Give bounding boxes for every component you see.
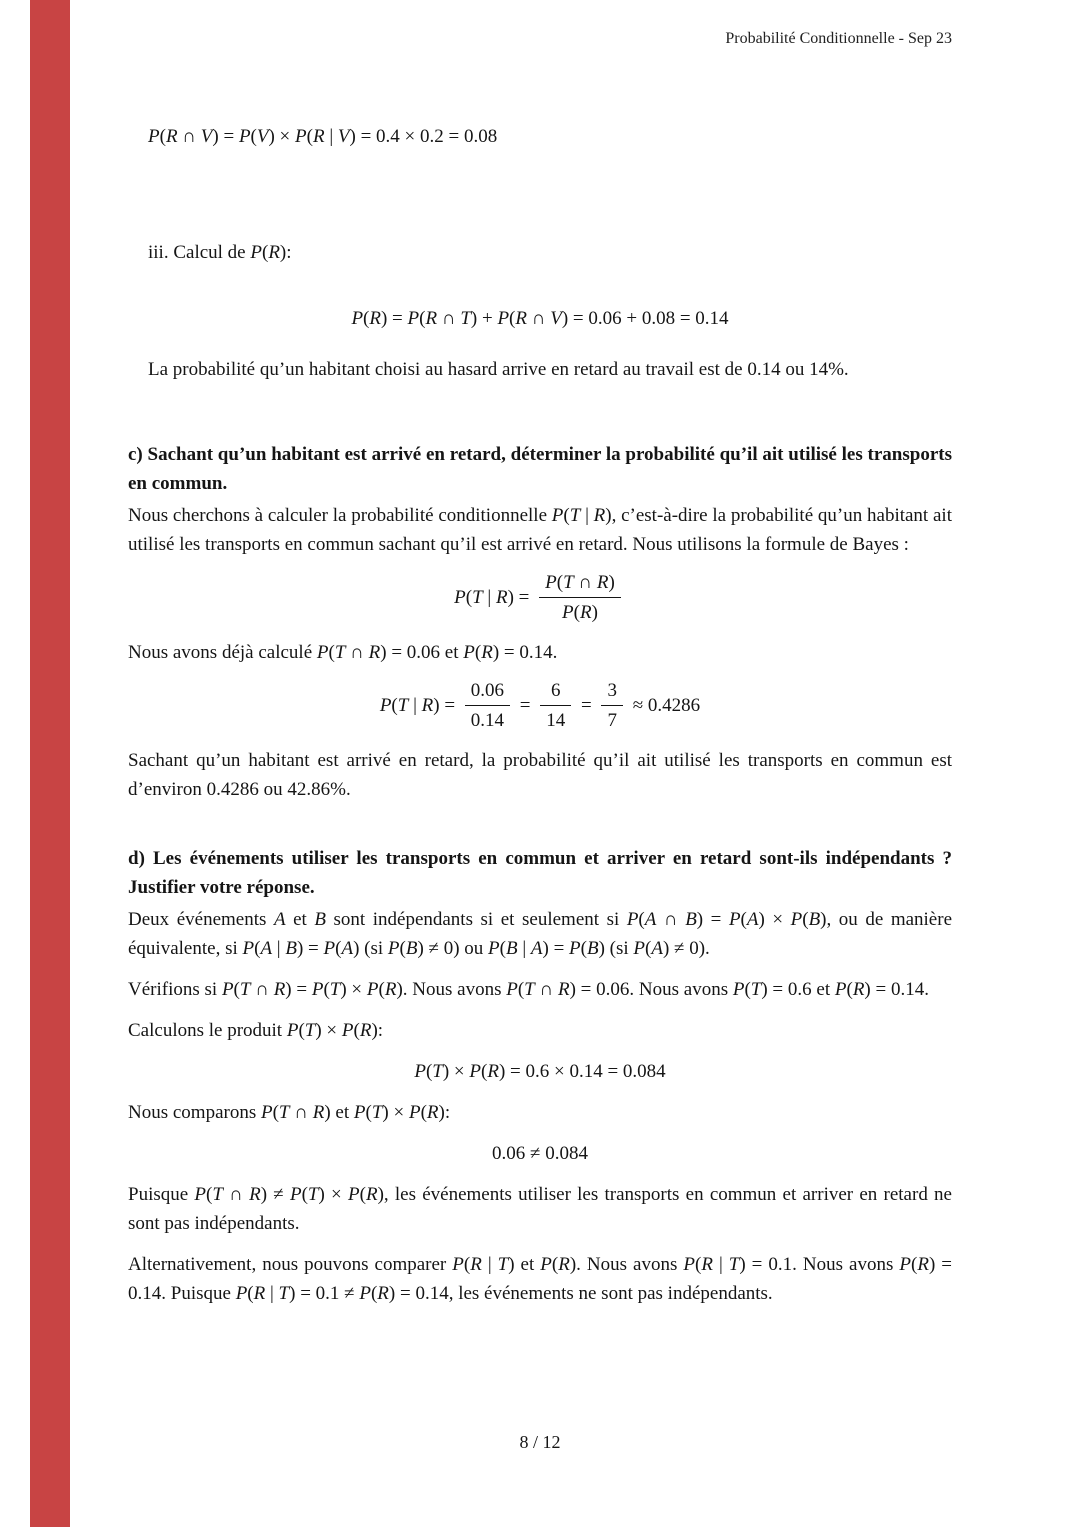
text-run: . Puisque bbox=[161, 1283, 236, 1305]
math-run: P(T) = 0.6 bbox=[732, 979, 812, 1001]
para-verification bbox=[128, 975, 952, 1004]
para-bayes-intro bbox=[128, 501, 952, 559]
text-run: Vérifions si bbox=[128, 979, 222, 1001]
text-run: . bbox=[552, 642, 558, 664]
heading-question-c: c) Sachant qu’un habitant est arrivé en retard, déterminer la probabilité qu’il ait utilisé les transports en commun. bbox=[128, 444, 952, 495]
formula-pr-total bbox=[128, 303, 952, 333]
text-run: . Nous avons bbox=[629, 979, 733, 1001]
math-run: P(T ∩ R) bbox=[260, 1102, 331, 1124]
text-run: et bbox=[440, 642, 464, 664]
heading-question-d: d) Les événements utiliser les transports en commun et arriver en retard sont-ils indépendants ? Justifier votre réponse. bbox=[128, 848, 952, 899]
fraction bbox=[465, 677, 510, 734]
math-run: P(R) = P(R ∩ T) + P(R ∩ V) = 0.06 + 0.08 = 0.14 bbox=[351, 308, 729, 330]
math-run: 0.4286 bbox=[206, 779, 259, 801]
text-run: (si bbox=[604, 938, 634, 960]
text-run: et bbox=[514, 1254, 541, 1276]
math-run: P(R) bbox=[540, 1254, 577, 1276]
math-run: P(T ∩ R) ≠ P(T) × P(R) bbox=[194, 1184, 384, 1206]
math-run: P(R) = 0.14 bbox=[834, 979, 925, 1001]
para-independence-definition bbox=[128, 905, 952, 963]
text-run: sont indépendants si et seulement si bbox=[325, 909, 627, 931]
text-run: . Nous avons bbox=[792, 1254, 900, 1276]
math-run: P(R | T) bbox=[452, 1254, 515, 1276]
para-conclusion-d bbox=[128, 1180, 952, 1238]
fraction-denominator: 7 bbox=[607, 710, 617, 732]
left-stripe bbox=[30, 0, 70, 1527]
text-run: , les événements ne sont pas indépendants. bbox=[448, 1283, 773, 1305]
text-run: Nous comparons bbox=[128, 1102, 261, 1124]
math-run: = bbox=[576, 695, 597, 717]
formula-comparison bbox=[128, 1138, 952, 1168]
text-run: Nous avons déjà calculé bbox=[128, 642, 317, 664]
fraction-numerator: P(T ∩ R) bbox=[539, 569, 621, 598]
para-comparison-intro bbox=[128, 1098, 952, 1127]
math-run: P(R) = 0.14 bbox=[463, 642, 553, 664]
formula-prv bbox=[128, 122, 952, 151]
math-run: P(A ∩ B) = P(A) × P(B) bbox=[626, 909, 827, 931]
text-run: . Nous avons bbox=[402, 979, 507, 1001]
text-run: et bbox=[330, 1102, 354, 1124]
text-run: : bbox=[286, 242, 292, 263]
fraction bbox=[539, 569, 621, 626]
page-number: 8 / 12 bbox=[519, 1432, 561, 1452]
math-run: P(A) ≠ 0 bbox=[633, 938, 699, 960]
math-run: P(T) × P(R) = 0.6 × 0.14 = 0.084 bbox=[414, 1061, 666, 1083]
text-run: . bbox=[843, 359, 849, 381]
fraction bbox=[601, 677, 623, 734]
text-run: ou bbox=[780, 359, 810, 381]
math-run: P(T | R) = bbox=[379, 695, 460, 717]
math-run: P(A | B) = P(A) bbox=[242, 938, 360, 960]
text-run: . bbox=[345, 779, 351, 801]
math-run: A bbox=[273, 909, 286, 931]
math-run: ≈ 0.4286 bbox=[627, 695, 701, 717]
math-run: 0.06 ≠ 0.084 bbox=[492, 1143, 588, 1165]
text-run: . Nous avons bbox=[576, 1254, 684, 1276]
math-run: P(T | R) bbox=[551, 505, 612, 527]
para-product-intro bbox=[128, 1016, 952, 1045]
math-run: P(R ∩ V) = P(V) × P(R | V) = 0.4 × 0.2 = 0.08 bbox=[148, 126, 498, 147]
fraction-numerator: 6 bbox=[540, 677, 571, 706]
text-run: Alternativement, nous pouvons comparer bbox=[128, 1254, 453, 1276]
text-run: Nous cherchons à calculer la probabilité conditionnelle bbox=[128, 505, 552, 527]
formula-product bbox=[128, 1056, 952, 1086]
math-run: P(T ∩ R) = 0.06 bbox=[506, 979, 630, 1001]
math-run: P(R) bbox=[250, 242, 287, 263]
math-run: B bbox=[314, 909, 326, 931]
text-run: , les événements utiliser les transports en commun et arriver en retard ne sont pas indépendants. bbox=[128, 1184, 952, 1235]
fraction-denominator: 0.14 bbox=[470, 710, 505, 732]
para-known-values bbox=[128, 638, 952, 667]
fraction-denominator: 14 bbox=[546, 710, 566, 732]
text-run: . bbox=[924, 979, 929, 1001]
page-footer bbox=[0, 1432, 1080, 1453]
fraction bbox=[540, 677, 571, 734]
formula-bayes bbox=[128, 569, 952, 626]
text-run: et bbox=[285, 909, 315, 931]
math-run: = bbox=[515, 695, 536, 717]
text-run: ) ou bbox=[453, 938, 489, 960]
math-run: P(T) × P(R) bbox=[286, 1020, 378, 1042]
text-run: , c’est-à-dire la probabilité qu’un habitant ait utilisé les transports en commun sachant qu’il est arrivé en retard. Nous utilisons la formule de Bayes : bbox=[128, 505, 952, 556]
text-run: ). bbox=[698, 938, 710, 960]
math-run: P(T ∩ R) = 0.06 bbox=[316, 642, 441, 664]
formula-ptr-calculation bbox=[128, 677, 952, 734]
math-run: P(R | T) = 0.1 ≠ P(R) = 0.14 bbox=[235, 1283, 449, 1305]
fraction-denominator: P(R) bbox=[562, 602, 598, 624]
math-run: P(R | T) = 0.1 bbox=[683, 1254, 793, 1276]
text-run: : bbox=[444, 1102, 451, 1124]
math-run: 0.14 bbox=[747, 359, 781, 381]
math-run: 42.86% bbox=[287, 779, 346, 801]
text-run: et bbox=[811, 979, 835, 1001]
text-run: ou bbox=[258, 779, 288, 801]
para-conclusion-c bbox=[128, 746, 952, 804]
math-run: 14% bbox=[809, 359, 844, 381]
math-run: P(T ∩ R) = P(T) × P(R) bbox=[221, 979, 403, 1001]
list-item-iii bbox=[128, 238, 952, 267]
text-run: (si bbox=[359, 938, 388, 960]
text-run: Sachant qu’un habitant est arrivé en retard, la probabilité qu’il ait utilisé les transports en commun est d’environ bbox=[128, 750, 952, 801]
math-run: P(T) × P(R) bbox=[353, 1102, 445, 1124]
para-pr-conclusion bbox=[128, 355, 952, 384]
fraction-numerator: 3 bbox=[601, 677, 623, 706]
fraction-numerator: 0.06 bbox=[465, 677, 510, 706]
text-run: : bbox=[377, 1020, 384, 1042]
text-run: Deux événements bbox=[128, 909, 274, 931]
para-alternative-method bbox=[128, 1250, 952, 1308]
document-body bbox=[128, 0, 952, 1308]
text-run: , ou de manière équivalente, si bbox=[128, 909, 953, 960]
math-run: P(T | R) = bbox=[454, 587, 535, 609]
text-run: Puisque bbox=[128, 1184, 195, 1206]
text-run: La probabilité qu’un habitant choisi au hasard arrive en retard au travail est de bbox=[148, 359, 748, 381]
text-run: Calculons le produit bbox=[128, 1020, 287, 1042]
text-run: iii. Calcul de bbox=[148, 242, 251, 263]
math-run: P(R) = 0.14 bbox=[128, 1254, 952, 1305]
math-run: P(B) ≠ 0 bbox=[387, 938, 454, 960]
header-title: Probabilité Conditionnelle - Sep 23 bbox=[725, 30, 952, 47]
math-run: P(B | A) = P(B) bbox=[488, 938, 605, 960]
